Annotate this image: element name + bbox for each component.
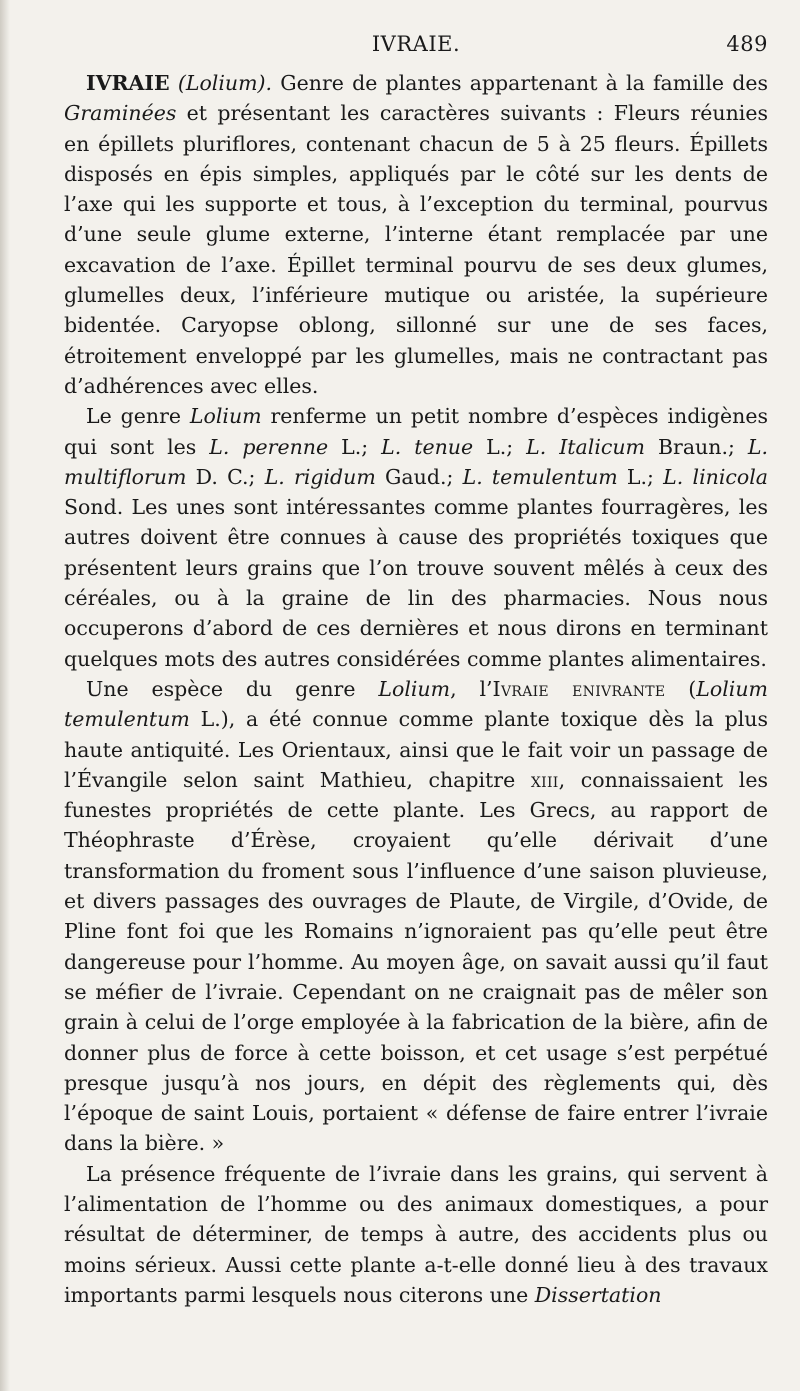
species-name: L. Italicum [526,434,645,459]
paragraph-history: Une espèce du genre Lolium, l’Ivraie enivrante (Lolium temulentum L.), a été connue comme plante toxique dès la plus haute antiquité. Les Orientaux, ainsi que le fait voir un passage de l’Évangile selon saint Mathieu, chapitre xiii, connaissaient les funestes propriétés de cette plante. Les Grecs, au rapport de Théophraste d’Érèse, croyaient qu’elle dérivait d’une transformation du froment sous l’influence d’une saison pluvieuse, et divers passages des ouvrages de Plaute, de Virgile, d’Ovide, de Pline font foi que les Romains n’ignoraient pas qu’elle peut être dangereuse pour l’homme. Au moyen âge, on savait aussi qu’il faut se méfier de l’ivraie. Cependant on ne craignait pas de mêler son grain à celui de l’orge employée à la fabrication de la bière, afin de donner plus de force à cette boisson, et cet usage s’est perpétué presque jusqu’à nos jours, en dépit des règlements qui, dès l’époque de saint Louis, portaient « défense de faire entrer l’ivraie dans la bière. » [64,676,768,1156]
family-name: Graminées [64,101,177,126]
page-number: 489 [726,32,768,56]
book-page [64,28,768,1310]
paragraph-toxicity: La présence fréquente de l’ivraie dans les grains, qui servent à l’alimentation de l’homme ou des animaux domestiques, a pour résultat de déterminer, de temps à autre, des accidents plus ou moins sérieux. Aussi cette plante a-t-elle donné lieu à des travaux importants parmi lesquels nous citerons une Dissertation [64,1161,768,1307]
page-gutter-shadow [0,0,10,1391]
running-head [64,28,768,68]
species-name: L. multiflorum [64,434,768,489]
species-name: L. perenne [209,434,329,459]
species-name: L. linicola [663,464,768,489]
running-title: IVRAIE. [371,32,461,56]
paragraph-species: Le genre Lolium renferme un petit nombre d’espèces indigènes qui sont les L. perenne L.; L. tenue L.; L. Italicum Braun.; L. multiflorum D. C.; L. rigidum Gaud.; L. temulentum L.; L. linicola Sond. Les unes sont intéressantes comme plantes fourragères, les autres doivent être connues à cause des propriétés toxiques que présentent leurs grains que l’on trouve souvent mêlés à ceux des céréales, ou à la graine de lin des pharmacies. Nous nous occuperons d’abord de ces dernières et nous dirons en terminant quelques mots des autres considérées comme plantes alimentaires. [64,404,768,671]
species-name: L. tenue [381,434,474,459]
paragraph-definition: IVRAIE (Lolium). Genre de plantes appartenant à la famille des Graminées et présentant les caractères suivants : Fleurs réunies en épillets pluriflores, contenant chacun de 5 à 25 fleurs. Épillets disposés en épis simples, appliqués par le côté sur les dents de l’axe qui les supporte et tous, à l’exception du terminal, pourvus d’une seule glume externe, l’interne étant remplacée par une excavation de l’axe. Épillet terminal pourvu de ses deux glumes, glumelles deux, l’inférieure mutique ou aristée, la supérieure bidentée. Caryopse oblong, sillonné sur une de ses faces, étroitement enveloppé par les glumelles, mais ne contractant pas d’adhérences avec elles. [64,71,768,398]
common-name: Ivraie enivrante [492,676,666,701]
article-body [64,68,768,1310]
latin-name: (Lolium). [177,71,273,95]
species-name: L. temulentum [462,464,618,489]
work-title: Dissertation [534,1282,662,1307]
chapter-number: xiii [530,767,559,792]
headword: IVRAIE [86,71,170,95]
species-name: Lolium temulentum [64,676,768,732]
species-name: L. rigidum [264,464,376,489]
